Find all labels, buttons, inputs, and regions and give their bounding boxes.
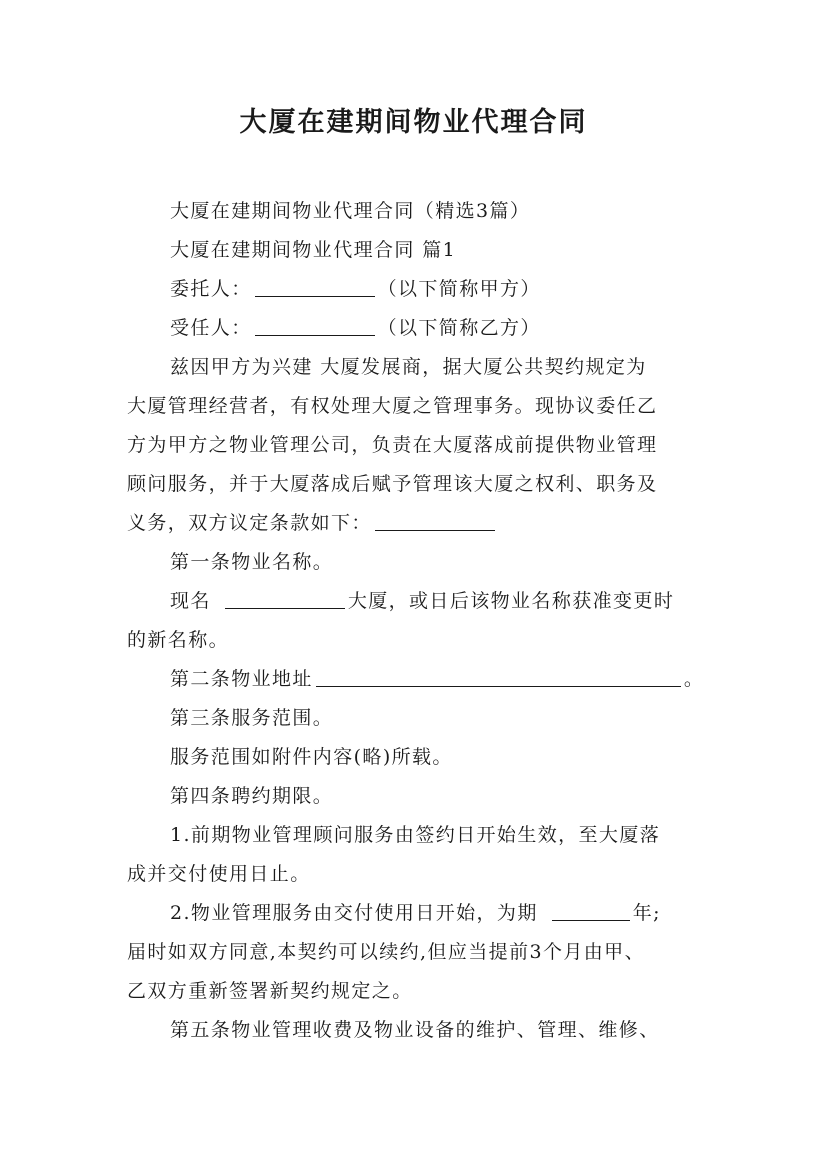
client-note: （以下简称甲方）	[377, 278, 541, 300]
article3-heading: 第三条服务范围。	[170, 707, 334, 729]
client-label: 委托人：	[170, 278, 252, 300]
article1-suffix: 大厦，或日后该物业名称获准变更时	[347, 590, 675, 612]
article4-heading: 第四条聘约期限。	[170, 785, 334, 807]
para1-last-text: 义务，双方议定条款如下：	[127, 512, 372, 534]
article4-item2-blank	[552, 902, 630, 921]
article2-end: 。	[683, 668, 705, 690]
article4-item2-line1	[170, 901, 715, 925]
article4-item2-line3: 乙双方重新签署新契约规定之。	[127, 980, 413, 1002]
agent-line	[170, 316, 715, 340]
client-blank	[255, 278, 375, 297]
article4-item2-suffix: 年;	[632, 902, 661, 924]
article4-item2-line2: 届时如双方同意,本契约可以续约,但应当提前3个月由甲、	[127, 941, 645, 963]
client-line	[170, 277, 715, 301]
article2-text: 第二条物业地址	[170, 668, 313, 690]
document-title: 大厦在建期间物业代理合同	[239, 107, 588, 138]
article4-item1-line2: 成并交付使用日止。	[127, 863, 311, 885]
para1-blank	[375, 512, 495, 531]
article4-item2-prefix: 2.物业管理服务由交付使用日开始，为期	[170, 902, 538, 924]
agent-blank	[255, 317, 375, 336]
article1-line	[170, 589, 715, 613]
para1-line: 顾问服务，并于大厦落成后赋予管理该大厦之权利、职务及	[127, 473, 658, 495]
article2-line	[170, 667, 715, 691]
article4-item1-line1: 1.前期物业管理顾问服务由签约日开始生效，至大厦落	[170, 824, 661, 846]
part-heading: 大厦在建期间物业代理合同 篇1	[170, 239, 457, 261]
article2-blank	[316, 668, 681, 687]
para1-last-line	[127, 511, 712, 535]
subtitle: 大厦在建期间物业代理合同（精选3篇）	[170, 200, 531, 222]
para1-line: 兹因甲方为兴建 大厦发展商，据大厦公共契约规定为	[170, 356, 647, 378]
agent-note: （以下简称乙方）	[377, 317, 541, 339]
article1-blank	[225, 590, 345, 609]
article1-line2: 的新名称。	[127, 629, 230, 651]
article1-heading: 第一条物业名称。	[170, 551, 334, 573]
article1-prefix: 现名	[170, 590, 211, 612]
article3-body: 服务范围如附件内容(略)所载。	[170, 746, 453, 768]
article5-heading: 第五条物业管理收费及物业设备的维护、管理、维修、	[170, 1019, 660, 1041]
para1-line: 方为甲方之物业管理公司，负责在大厦落成前提供物业管理	[127, 434, 658, 456]
para1-line: 大厦管理经营者，有权处理大厦之管理事务。现协议委任乙	[127, 395, 658, 417]
agent-label: 受任人：	[170, 317, 252, 339]
